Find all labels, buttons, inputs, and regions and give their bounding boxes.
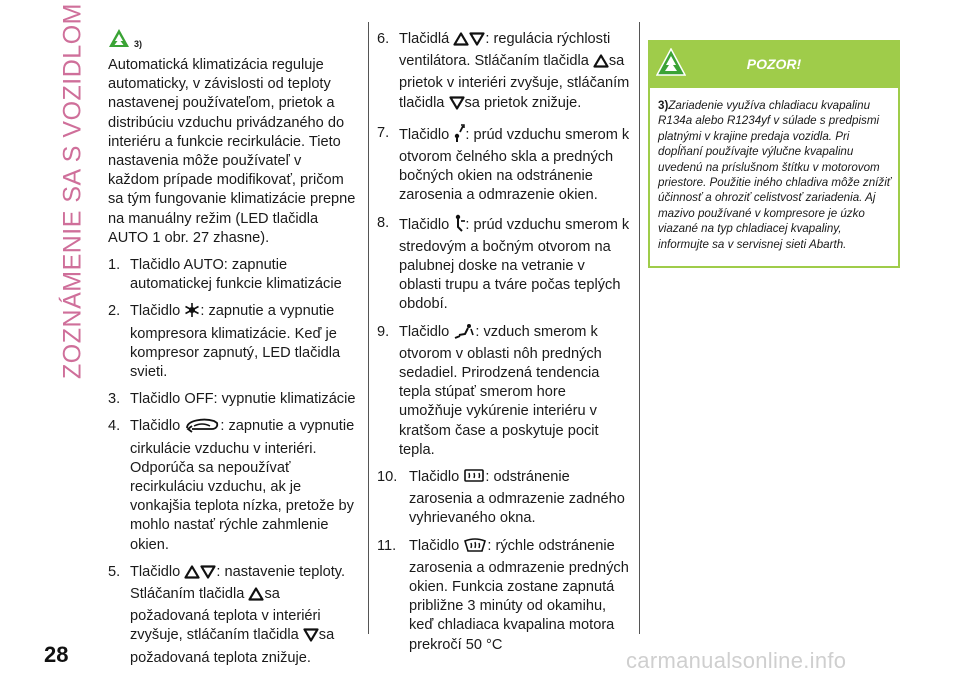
- compressor-snowflake-icon: [184, 302, 200, 324]
- list-item: [377, 537, 631, 655]
- item-number: 2.: [108, 303, 121, 320]
- ref-number: 3): [134, 38, 143, 49]
- warning-text: Zariadenie využíva chladiacu kvapalinu R134a alebo R1234yf v súlade s predpismi platnými v krajine predaja vozidla. Pri dopĺňaní používajte výlučne kvapalinu uvedenú na príslušnom štítku v motorovom priestore. Použitie iného chladiva môže znížiť účinnosť a ohroziť celistvosť zariadenia. Aj mazivo používané v kompresore je úzko viazané na typ chladiacej kvapaliny, informujte sa v servisnej sieti Abarth.: [658, 99, 891, 251]
- item-text: Tlačidlo OFF: vypnutie klimatizácie: [130, 391, 356, 408]
- item-text: : zapnutie a vypnutie kompresora klimatizácie. Keď je kompresor zapnutý, LED tlačidla svieti.: [130, 303, 341, 381]
- item-text: Tlačidlo: [399, 216, 450, 233]
- list-item: [108, 302, 356, 382]
- list-item: [108, 563, 356, 668]
- item-text: Tlačidlo: [409, 537, 460, 554]
- item-text: Tlačidlo: [399, 126, 450, 143]
- item-text: : vzduch smerom k otvorom v oblasti nôh predných sedadiel. Prirodzená tendencia tepla stúpať smerom hore umožňuje vykúrenie interiéru v kratšom čase a poskytuje pocit tepla.: [399, 323, 602, 458]
- warning-body: [650, 88, 898, 252]
- item-text: : zapnutie a vypnutie cirkulácie vzduchu v interiéri. Odporúča sa nepoužívať recirkuláciu vzduchu, ak je vonkajšia teplota nízka, pretože by mohlo nastať rýchle zahmlenie okien.: [130, 418, 355, 553]
- item-number: 1.: [108, 257, 121, 274]
- item-number: 3.: [108, 391, 121, 408]
- item-number: 9.: [377, 323, 390, 340]
- item-number: 6.: [377, 31, 390, 47]
- triangle-up-icon: [593, 54, 609, 74]
- triangle-up-icon: [453, 32, 469, 52]
- item-text: : rýchle odstránenie zarosenia a odmrazenie predných okien. Funkcia zostane zapnutá približne 3 minúty od okamihu, keď chladiaca kvapalina motora prekročí 50 °C: [409, 537, 629, 653]
- item-text: : odstránenie zarosenia a odmrazenie zadného vyhrievaného okna.: [409, 469, 625, 527]
- section-title-vertical: [56, 3, 90, 379]
- rear-defrost-icon: [463, 468, 485, 490]
- item-text: Tlačidlo: [409, 469, 460, 486]
- list-item: [108, 256, 356, 294]
- item-text: Tlačidlá: [399, 31, 450, 47]
- triangle-down-icon: [469, 32, 485, 52]
- item-text: : prúd vzduchu smerom k otvorom čelného skla a predných bočných okien na odstránenie zarosenia a odmrazenie okien.: [399, 126, 630, 204]
- item-number: 5.: [108, 563, 121, 580]
- list-item: [377, 30, 631, 116]
- warning-ref-number: 3): [658, 99, 669, 112]
- front-defrost-icon: [463, 537, 487, 559]
- warning-title: POZOR!: [746, 56, 802, 72]
- list-item: [377, 214, 631, 315]
- column-1: [108, 30, 356, 676]
- item-text: : regulácia rýchlosti ventilátora. Stláčaním tlačidla: [399, 31, 611, 70]
- warning-box: [648, 40, 900, 268]
- list-item: [377, 468, 631, 529]
- item-text: sa požadovaná teplota znižuje.: [130, 627, 335, 666]
- triangle-up-icon: [184, 565, 200, 585]
- item-text: Tlačidlo: [130, 418, 181, 435]
- watermark: carmanualsonline.info: [626, 648, 847, 673]
- item-text: sa prietok v interiéri zvyšuje, stláčaním tlačidla: [399, 53, 630, 111]
- warning-header: [650, 42, 898, 88]
- windshield-airflow-icon: [453, 124, 465, 148]
- item-number: 4.: [108, 418, 121, 435]
- triangle-down-icon: [449, 96, 465, 116]
- triangle-down-icon: [303, 628, 319, 648]
- environment-tree-icon: [108, 28, 130, 54]
- page-number: 28: [44, 642, 69, 667]
- item-text: Tlačidlo: [130, 303, 181, 320]
- feet-airflow-icon: [453, 323, 475, 345]
- item-number: 8.: [377, 214, 390, 231]
- column-divider: [639, 22, 640, 634]
- triangle-up-icon: [248, 587, 264, 607]
- triangle-down-icon: [200, 565, 216, 585]
- item-text: Tlačidlo: [399, 323, 450, 340]
- item-number: 7.: [377, 124, 390, 141]
- item-number: 11.: [377, 537, 397, 554]
- recirculation-icon: [184, 417, 220, 439]
- item-text: : prúd vzduchu smerom k stredovým a bočným otvorom na palubnej doske na vetranie v oblasti trupu a tváre počas teplých období.: [399, 216, 630, 313]
- column-2: [377, 30, 631, 663]
- list-item: [377, 124, 631, 206]
- section-title-text: ZOZNÁMENIE SA S VOZIDLOM: [58, 3, 87, 379]
- intro-paragraph: Automatická klimatizácia reguluje automaticky, v závislosti od teploty nastavenej používateľom, prietok a distribúciu vzduchu privádzaného do interiéru a funkcie recirkulácie. Tieto nastavenia môže používateľ v každom prípade modifikovať, pričom sa tým fungovanie klimatizácie prepne na manuálny režim (LED tlačidla AUTO 1 obr. 27 zhasne).: [108, 57, 356, 246]
- item-text: Tlačidlo: [130, 563, 181, 580]
- item-text: sa prietok znižuje.: [464, 94, 582, 111]
- list-item: [377, 323, 631, 460]
- face-airflow-icon: [453, 214, 465, 238]
- item-number: 10.: [377, 469, 398, 486]
- list-item: [108, 417, 356, 554]
- item-text: Tlačidlo AUTO: zapnutie automatickej funkcie klimatizácie: [130, 257, 342, 293]
- env-ref: [108, 30, 356, 54]
- item-text: Stláčaním tlačidla: [130, 586, 245, 603]
- column-divider: [368, 22, 369, 634]
- item-text: sa požadovaná teplota v interiéri zvyšuje, stláčaním tlačidla: [130, 586, 321, 644]
- item-text: : nastavenie teploty.: [216, 563, 346, 580]
- list-item: [108, 390, 356, 409]
